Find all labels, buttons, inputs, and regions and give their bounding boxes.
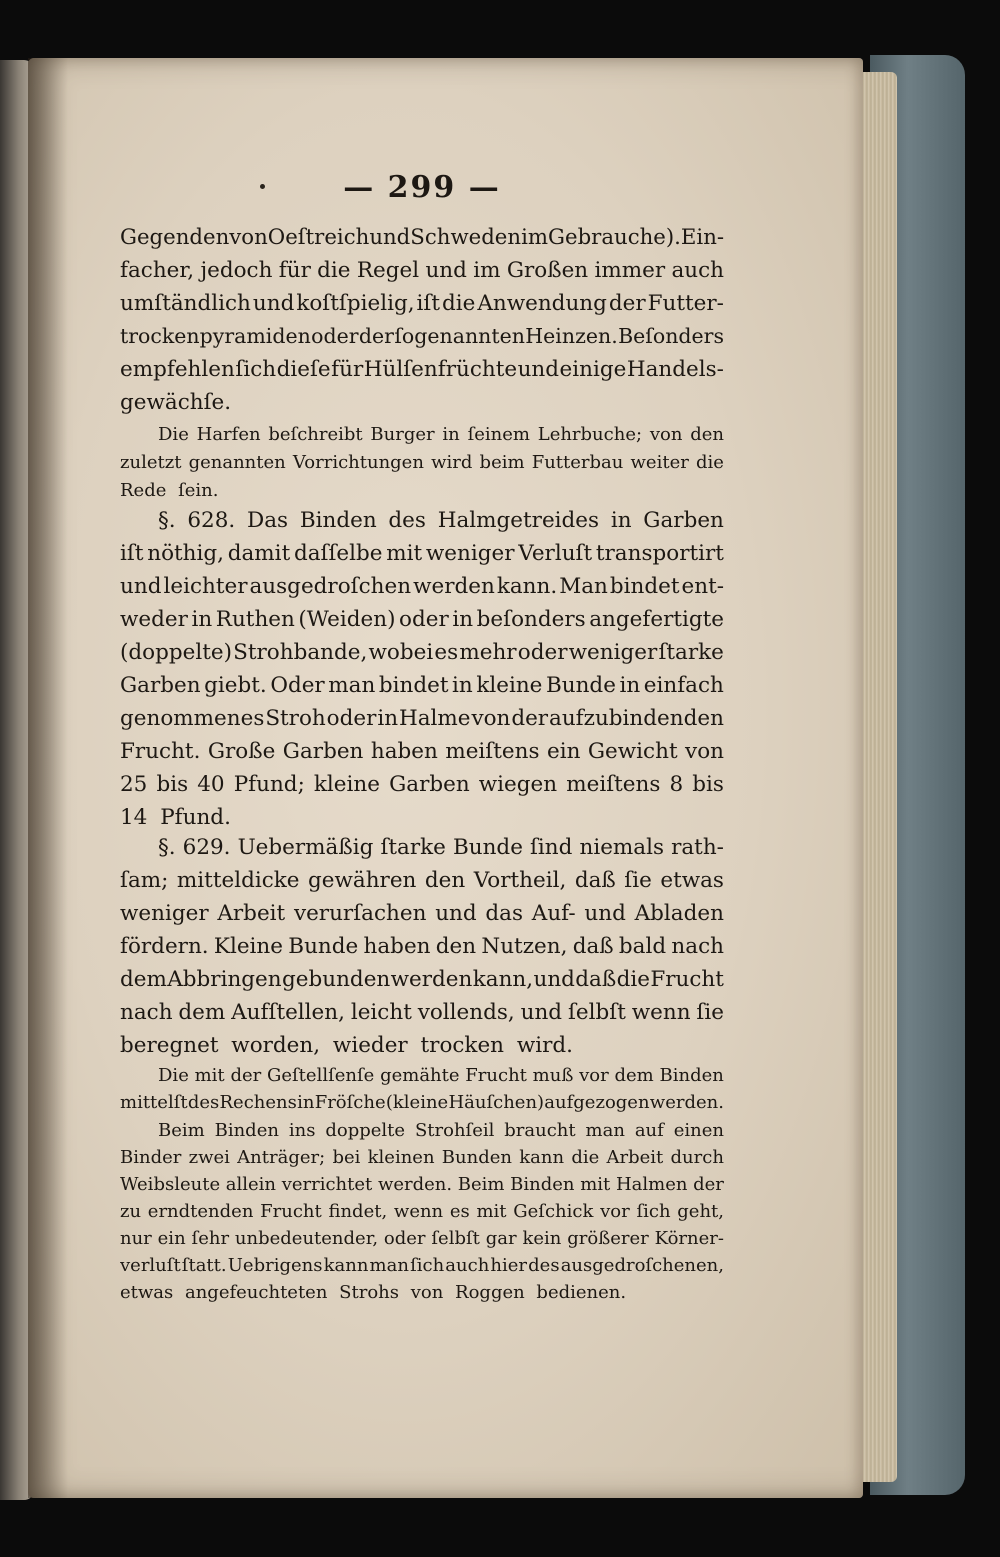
word: weder	[120, 607, 188, 632]
word: der	[358, 324, 394, 348]
word: Kleine	[213, 934, 283, 959]
word: meiſtens	[445, 739, 540, 764]
word: Abbringen	[167, 967, 282, 992]
word: ausgedroſchenen,	[560, 1255, 724, 1276]
word: Stroh	[265, 706, 326, 731]
word: transportirt	[595, 541, 724, 566]
word: mehr	[459, 640, 517, 665]
word: werden	[390, 967, 473, 992]
word: gemähte	[380, 1065, 460, 1086]
word: Binden	[510, 1174, 575, 1195]
text-line: gewächſe.	[120, 390, 232, 415]
word: 628.	[187, 508, 236, 533]
word: Beim	[158, 1120, 205, 1141]
word: Abladen	[634, 901, 724, 926]
text-line	[120, 1255, 724, 1276]
word: wenn	[631, 1000, 691, 1025]
text-line	[120, 607, 724, 632]
word: Das	[246, 508, 289, 533]
word: kann	[519, 1147, 565, 1168]
word: gewähren	[308, 868, 417, 893]
word: (Weiden)	[298, 607, 396, 632]
word: zu	[120, 1201, 142, 1222]
word: auch	[671, 258, 724, 283]
word: Binden	[299, 508, 377, 533]
word: ein	[157, 1228, 186, 1249]
word: Geſchick	[513, 1201, 594, 1222]
word: Frucht	[650, 967, 724, 992]
word: braucht	[504, 1120, 576, 1141]
word: Harfen	[196, 424, 261, 445]
word: oder	[326, 706, 377, 731]
word: Gebrauche).	[548, 225, 681, 250]
word: auch	[445, 1255, 490, 1276]
word: Bunde	[288, 934, 359, 959]
word: in	[619, 673, 641, 698]
word: ſich	[235, 357, 277, 382]
word: nach	[120, 1000, 173, 1025]
word: ins	[288, 1120, 316, 1141]
word: Körner-	[654, 1228, 724, 1249]
word: ſelbſt	[567, 1000, 626, 1025]
word: Fröſche	[314, 1092, 386, 1113]
text-line	[120, 357, 724, 382]
word: werden.	[377, 1174, 453, 1195]
word: Garben	[120, 673, 201, 698]
word: Frucht	[465, 1065, 527, 1086]
word: facher,	[120, 258, 195, 283]
word: ſtarke	[658, 640, 724, 665]
word: Strohbande,	[233, 640, 368, 665]
word: Oeſtreich	[267, 225, 370, 250]
word: Regel	[356, 258, 420, 283]
word: bis	[692, 772, 724, 797]
word: oder	[383, 1228, 426, 1249]
word: Großen	[506, 258, 589, 283]
word: genommenes	[120, 706, 265, 731]
word: Vortheil,	[473, 868, 567, 893]
word: Bunde	[545, 673, 616, 698]
word: in	[452, 673, 473, 698]
word: es	[434, 640, 459, 665]
word: kein	[522, 1228, 562, 1249]
word: mit	[580, 1174, 611, 1195]
word: und	[533, 967, 575, 992]
word: beim	[479, 452, 525, 473]
word: Binder	[120, 1147, 182, 1168]
word: (kleine	[385, 1092, 449, 1113]
word: Binden	[659, 1065, 724, 1086]
word: Futterbau	[531, 452, 624, 473]
word: leichter	[163, 574, 248, 599]
word: §.	[158, 835, 176, 860]
word: beſchreibt	[268, 424, 363, 445]
word: gar	[485, 1228, 517, 1249]
word: im	[473, 258, 501, 283]
page-number: — 299 —	[343, 170, 501, 205]
word: der	[608, 291, 646, 316]
word: und	[517, 357, 560, 382]
word: in	[297, 1092, 315, 1113]
word: den	[435, 934, 477, 959]
word: Beim	[457, 1174, 505, 1195]
word: ſeinem	[467, 424, 530, 445]
text-line	[120, 541, 724, 566]
text-line: beregnet worden, wieder trocken wird.	[120, 1033, 574, 1058]
text-line	[120, 772, 724, 797]
word: Große	[207, 739, 276, 764]
word: iſt	[120, 541, 144, 566]
word: man	[328, 673, 376, 698]
word: für	[331, 357, 364, 382]
word: damit	[227, 541, 291, 566]
word: werden.	[649, 1092, 724, 1113]
text-line	[120, 1174, 724, 1195]
word: giebt.	[204, 673, 267, 698]
text-line	[120, 868, 724, 893]
word: von	[685, 739, 724, 764]
word: Burger	[370, 424, 435, 445]
word: weniger	[425, 541, 515, 566]
word: Man	[559, 574, 608, 599]
word: durch	[670, 1147, 724, 1168]
word: Garben	[643, 508, 724, 533]
word: beſonders	[476, 607, 586, 632]
word: weniger	[120, 901, 209, 926]
word: Binden	[214, 1120, 279, 1141]
word: wird	[431, 452, 473, 473]
word: mit	[194, 1065, 225, 1086]
word: Uebrigens	[227, 1255, 323, 1276]
word: Halmgetreides	[437, 508, 600, 533]
word: Frucht	[260, 1201, 322, 1222]
word: ſam;	[120, 868, 169, 893]
word: des	[187, 1092, 220, 1113]
word: in	[377, 706, 399, 731]
text-line	[120, 739, 724, 764]
word: angefertigte	[589, 607, 724, 632]
word: Anträger;	[237, 1147, 326, 1168]
word: Häuſchen)	[448, 1092, 545, 1113]
word: rath-	[671, 835, 724, 860]
word: koſtſpielig,	[296, 291, 415, 316]
word: Ein-	[680, 225, 724, 250]
word: oder	[311, 324, 359, 348]
word: und	[435, 901, 477, 926]
word: und	[425, 258, 467, 283]
word: jedoch	[200, 258, 273, 283]
word: geht,	[677, 1201, 724, 1222]
word: verluſt	[120, 1255, 181, 1276]
word: mit	[386, 541, 423, 566]
word: Hülſenfrüchte	[363, 357, 518, 382]
word: ſtatt.	[181, 1255, 227, 1276]
text-line	[120, 640, 724, 665]
word: Arbeit	[217, 901, 286, 926]
word: Heinzen.	[525, 324, 618, 348]
word: Arbeit	[606, 1147, 664, 1168]
word: und	[120, 574, 162, 599]
word: aufzubindenden	[549, 706, 724, 731]
word: ſtarke	[380, 835, 446, 860]
word: oder	[517, 640, 568, 665]
word: kann	[323, 1255, 369, 1276]
word: kann,	[472, 967, 534, 992]
word: vor	[600, 1201, 630, 1222]
word: erndtenden	[147, 1201, 254, 1222]
word: des	[388, 508, 426, 533]
word: man	[369, 1255, 409, 1276]
word: einfach	[643, 673, 724, 698]
word: die	[317, 258, 351, 283]
word: oder	[399, 607, 449, 632]
word: Garben	[389, 772, 470, 797]
word: ſelbſt	[431, 1228, 480, 1249]
word: weiter	[630, 452, 689, 473]
text-line	[120, 835, 724, 860]
text-line: 14 Pfund.	[120, 805, 231, 830]
word: meiſtens	[566, 772, 661, 797]
word: Geſtellſenſe	[266, 1065, 375, 1086]
word: Rechens	[219, 1092, 297, 1113]
word: bindet	[378, 673, 449, 698]
word: werden	[413, 574, 495, 599]
word: für	[278, 258, 311, 283]
word: ſie	[696, 1000, 724, 1025]
word: den	[424, 868, 466, 893]
word: niemals	[579, 835, 665, 860]
word: die	[571, 1147, 600, 1168]
word: iſt	[416, 291, 441, 316]
word: ſich	[410, 1255, 445, 1276]
word: ausgedroſchen	[249, 574, 412, 599]
text-line	[120, 291, 724, 316]
word: bis	[156, 772, 189, 797]
word: von	[229, 225, 268, 250]
word: Vorrichtungen	[292, 452, 424, 473]
word: Handels-	[626, 357, 724, 382]
word: Uebermäßig	[237, 835, 374, 860]
word: in	[610, 508, 632, 533]
word: Die	[158, 1065, 189, 1086]
word: 25	[120, 772, 148, 797]
word: dem	[178, 1000, 226, 1025]
word: Oder	[270, 673, 325, 698]
word: der	[693, 1174, 724, 1195]
word: Nutzen,	[481, 934, 568, 959]
word: den	[690, 424, 724, 445]
word: daß	[574, 868, 616, 893]
word: aufgezogen	[544, 1092, 650, 1113]
word: nur	[120, 1228, 152, 1249]
word: vor	[579, 1065, 609, 1086]
word: kann.	[496, 574, 558, 599]
word: leicht	[350, 1000, 412, 1025]
word: ſind	[529, 835, 573, 860]
word: ſogenannten	[394, 324, 525, 348]
word: ſehr	[191, 1228, 230, 1249]
word: mitteldicke	[176, 868, 300, 893]
word: bald	[618, 934, 667, 959]
word: Auf-	[531, 901, 576, 926]
word: (doppelte)	[120, 640, 232, 665]
word: und	[584, 901, 626, 926]
word: einige	[559, 357, 627, 382]
word: kleinen	[367, 1147, 435, 1168]
word: von	[649, 424, 683, 445]
word: bei	[332, 1147, 361, 1168]
text-line: etwas angefeuchteten Strohs von Roggen bedienen.	[120, 1282, 627, 1303]
word: zuletzt	[120, 452, 182, 473]
word: vollends,	[417, 1000, 515, 1025]
word: Aufſtellen,	[231, 1000, 345, 1025]
text-line	[120, 1147, 724, 1168]
word: mittelſt	[120, 1092, 188, 1113]
word: in	[442, 424, 460, 445]
word: in	[452, 607, 474, 632]
word: muß	[532, 1065, 574, 1086]
word: empfehlen	[120, 357, 235, 382]
word: kleine	[476, 673, 543, 698]
word: Schweden	[410, 225, 522, 250]
text-line: Rede ſein.	[120, 480, 219, 501]
text-line	[120, 324, 724, 348]
word: im	[521, 225, 549, 250]
word: Gegenden	[120, 225, 230, 250]
word: allein	[225, 1174, 277, 1195]
word: wobei	[368, 640, 434, 665]
word: in	[191, 607, 213, 632]
text-line	[120, 1000, 724, 1025]
word: ſie	[624, 868, 652, 893]
word: und	[520, 1000, 563, 1025]
text-line	[120, 706, 724, 731]
text-line	[120, 1092, 724, 1113]
word: Halme	[398, 706, 471, 731]
word: die	[616, 967, 650, 992]
word: Gewicht	[587, 739, 678, 764]
word: mit	[476, 1201, 507, 1222]
text-line	[120, 258, 724, 283]
word: 629.	[182, 835, 231, 860]
word: größerer	[567, 1228, 649, 1249]
word: Weibsleute	[120, 1174, 221, 1195]
text-line	[120, 452, 724, 473]
word: Lehrbuche;	[537, 424, 643, 445]
word: und	[369, 225, 411, 250]
word: einen	[673, 1120, 724, 1141]
word: es	[449, 1201, 470, 1222]
word: Bunden	[441, 1147, 512, 1168]
text-line	[120, 673, 724, 698]
word: etwas	[660, 868, 724, 893]
text-line	[120, 225, 724, 250]
word: Futter-	[647, 291, 724, 316]
word: der	[511, 706, 549, 731]
word: 40	[197, 772, 225, 797]
word: Verluſt	[518, 541, 593, 566]
text-line	[120, 1120, 724, 1141]
word: von	[471, 706, 511, 731]
word: verurſachen	[293, 901, 427, 926]
word: fördern.	[120, 934, 209, 959]
word: dem	[614, 1065, 654, 1086]
text-line	[120, 1201, 724, 1222]
word: Frucht.	[120, 739, 201, 764]
text-line	[120, 424, 724, 445]
word: §.	[158, 508, 176, 533]
word: Die	[158, 424, 189, 445]
word: Garben	[282, 739, 364, 764]
word: daſſelbe	[293, 541, 383, 566]
word: immer	[594, 258, 666, 283]
word: und	[252, 291, 295, 316]
text-line	[120, 508, 724, 533]
word: auf	[634, 1120, 664, 1141]
word: des	[528, 1255, 560, 1276]
word: daß	[572, 934, 614, 959]
word: daß	[575, 967, 617, 992]
word: nöthig,	[147, 541, 224, 566]
word: die	[441, 291, 476, 316]
word: umſtändlich	[120, 291, 251, 316]
word: wiegen	[478, 772, 558, 797]
word: man	[585, 1120, 625, 1141]
word: bindet	[609, 574, 680, 599]
word: genannten	[188, 452, 286, 473]
word: Pfund;	[233, 772, 305, 797]
word: das	[485, 901, 524, 926]
word: haben	[363, 934, 431, 959]
word: nach	[671, 934, 724, 959]
page-gutter-shadow	[28, 58, 68, 1498]
word: trockenpyramiden	[120, 324, 311, 348]
word: unbedeutender,	[234, 1228, 379, 1249]
word: Strohſeil	[414, 1120, 495, 1141]
word: verrichtet	[281, 1174, 373, 1195]
word: Ruthen	[215, 607, 295, 632]
word: ſich	[636, 1201, 671, 1222]
word: doppelte	[325, 1120, 406, 1141]
word: wenn	[393, 1201, 444, 1222]
word: kleine	[313, 772, 380, 797]
word: zwei	[188, 1147, 230, 1168]
text-line	[120, 1065, 724, 1086]
word: der	[230, 1065, 262, 1086]
word: Bunde	[452, 835, 523, 860]
word: dem	[120, 967, 167, 992]
word: ein	[546, 739, 581, 764]
word: hier	[490, 1255, 528, 1276]
word: haben	[370, 739, 438, 764]
word: Beſonders	[618, 324, 724, 348]
text-line	[120, 934, 724, 959]
word: weniger	[568, 640, 658, 665]
text-line	[120, 967, 724, 992]
text-line	[120, 901, 724, 926]
word: gebunden	[281, 967, 391, 992]
word: findet,	[328, 1201, 388, 1222]
text-line	[120, 1228, 724, 1249]
text-line	[120, 574, 724, 599]
word: 8	[669, 772, 684, 797]
word: dieſe	[276, 357, 331, 382]
word: ent-	[681, 574, 724, 599]
word: die	[695, 452, 724, 473]
word: Anwendung	[477, 291, 607, 316]
word: Halmen	[615, 1174, 688, 1195]
